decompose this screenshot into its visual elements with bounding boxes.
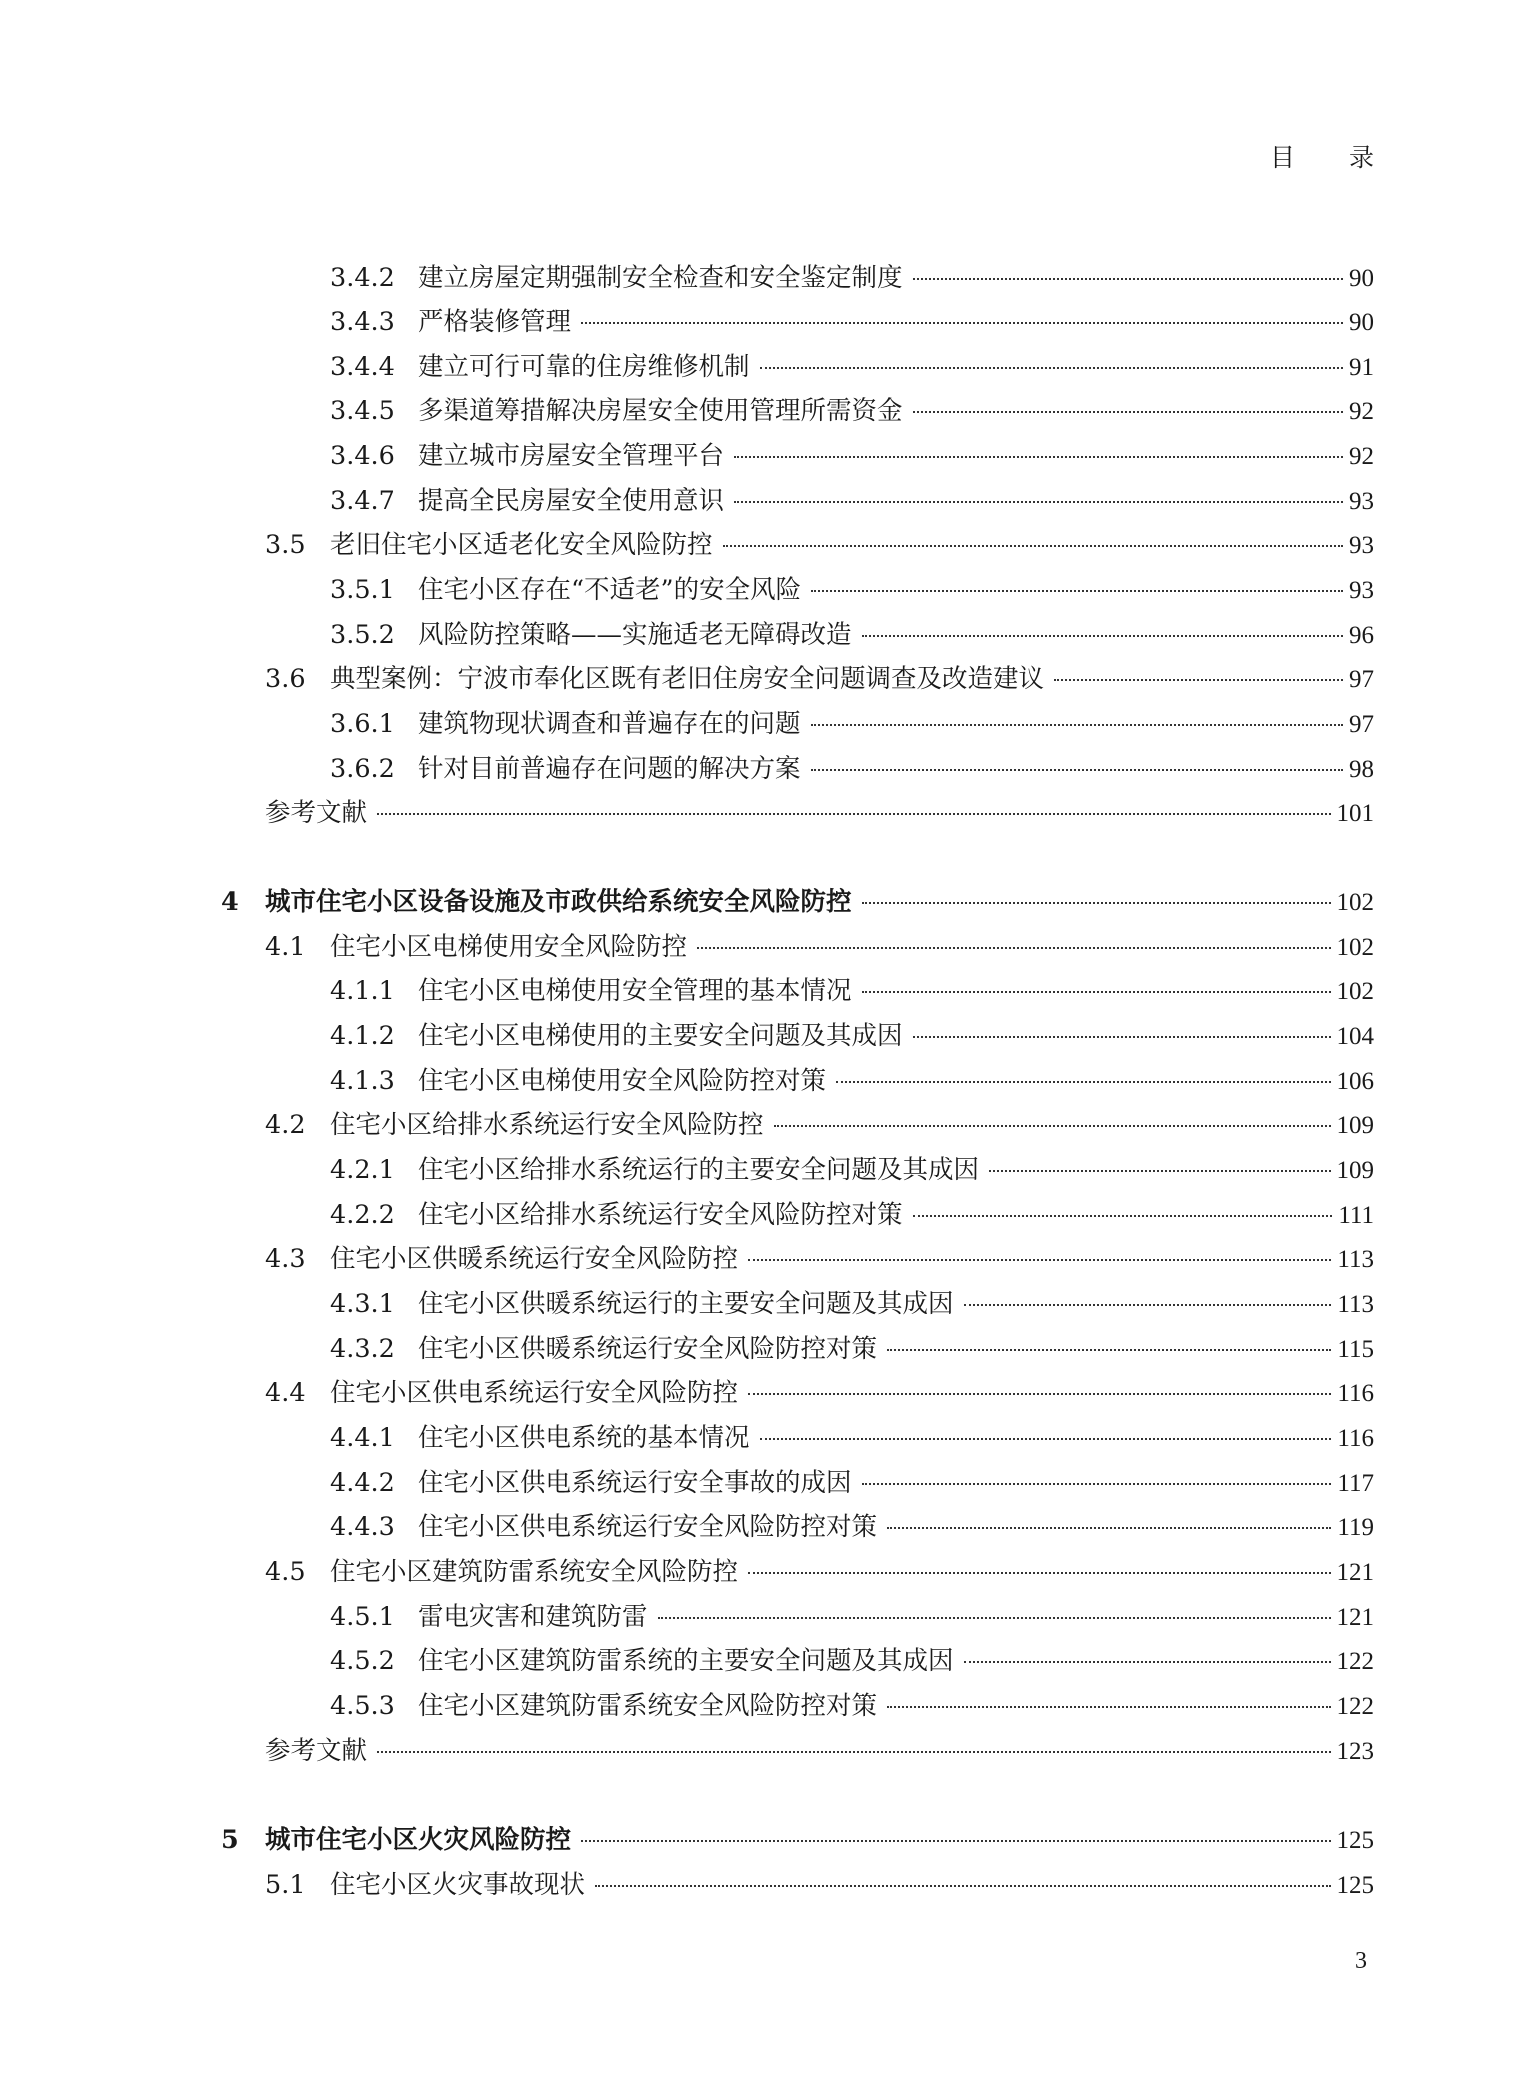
toc-section-entry[interactable]: [265, 1733, 1374, 1769]
toc-entry-title: 住宅小区给排水系统运行的主要安全问题及其成因: [418, 1155, 980, 1185]
toc-entry-page: 119: [1337, 1514, 1374, 1541]
toc-entry-page: 91: [1349, 354, 1374, 381]
dot-leader: [658, 1617, 1331, 1619]
dot-leader: [811, 724, 1343, 726]
toc-entry-page: 92: [1349, 443, 1374, 470]
toc-entry-title: 风险防控策略——实施适老无障碍改造: [418, 620, 852, 650]
toc-entry-number: 3.4.3: [330, 307, 395, 337]
dot-leader: [697, 947, 1330, 949]
toc-entry-number: 3.4.6: [330, 441, 395, 471]
toc-entry-title: 城市住宅小区设备设施及市政供给系统安全风险防控: [265, 887, 852, 917]
toc-subsection-entry[interactable]: [330, 349, 1374, 385]
toc-entry-page: 90: [1349, 265, 1374, 292]
toc-section-entry[interactable]: [265, 929, 1374, 965]
toc-entry-page: 102: [1336, 889, 1374, 916]
toc-entry-page: 125: [1336, 1827, 1374, 1854]
toc-entry-page: 97: [1349, 666, 1374, 693]
dot-leader: [774, 1125, 1331, 1127]
toc-entry-title: 建筑物现状调查和普遍存在的问题: [418, 709, 801, 739]
toc-entry-title: 提高全民房屋安全使用意识: [418, 486, 725, 516]
dot-leader: [913, 411, 1343, 413]
toc-entry-title: 针对目前普遍存在问题的解决方案: [418, 754, 801, 784]
dot-leader: [887, 1706, 1330, 1708]
toc-chapter-entry[interactable]: [221, 884, 1374, 920]
toc-subsection-entry[interactable]: [330, 1465, 1374, 1501]
toc-section-entry[interactable]: [265, 527, 1374, 563]
toc-entry-title: 城市住宅小区火灾风险防控: [265, 1825, 572, 1855]
toc-subsection-entry[interactable]: [330, 483, 1374, 519]
dot-leader: [862, 635, 1343, 637]
toc-entry-title: 住宅小区建筑防雷系统安全风险防控: [330, 1557, 739, 1587]
dot-leader: [734, 456, 1343, 458]
toc-subsection-entry[interactable]: [330, 1599, 1374, 1635]
toc-subsection-entry[interactable]: [330, 438, 1374, 474]
toc-subsection-entry[interactable]: [330, 1688, 1374, 1724]
toc-entry-title: 住宅小区电梯使用的主要安全问题及其成因: [418, 1021, 903, 1051]
toc-subsection-entry[interactable]: [330, 1509, 1374, 1545]
toc-entry-page: 109: [1336, 1112, 1374, 1139]
toc-entry-page: 116: [1337, 1380, 1374, 1407]
toc-entry-page: 113: [1337, 1291, 1374, 1318]
toc-entry-title: 住宅小区建筑防雷系统的主要安全问题及其成因: [418, 1646, 954, 1676]
toc-entry-number: 4.4.1: [330, 1423, 395, 1453]
toc-entry-number: 3.4.4: [330, 352, 395, 382]
dot-leader: [734, 501, 1343, 503]
toc-subsection-entry[interactable]: [330, 304, 1374, 340]
toc-entry-title: 住宅小区供暖系统运行安全风险防控: [330, 1244, 739, 1274]
toc-entry-page: 109: [1336, 1157, 1374, 1184]
toc-entry-number: 4.4: [265, 1378, 306, 1408]
dot-leader: [760, 1438, 1332, 1440]
toc-entry-number: 4.2: [265, 1110, 306, 1140]
toc-entry-title: 住宅小区给排水系统运行安全风险防控: [330, 1110, 764, 1140]
toc-subsection-entry[interactable]: [330, 1063, 1374, 1099]
toc-entry-title: 严格装修管理: [418, 307, 572, 337]
toc-subsection-entry[interactable]: [330, 1420, 1374, 1456]
toc-entry-title: 住宅小区电梯使用安全风险防控对策: [418, 1066, 827, 1096]
toc-entry-page: 113: [1337, 1246, 1374, 1273]
toc-entry-title: 雷电灾害和建筑防雷: [418, 1602, 648, 1632]
toc-entry-number: 3.4.7: [330, 486, 395, 516]
toc-entry-page: 123: [1336, 1738, 1374, 1765]
toc-entry-number: 3.4.2: [330, 263, 395, 293]
dot-leader: [760, 367, 1343, 369]
dot-leader: [862, 902, 1331, 904]
toc-entry-page: 104: [1336, 1023, 1374, 1050]
toc-entry-number: 3.5.2: [330, 620, 395, 650]
toc-entry-title: 住宅小区存在“不适老”的安全风险: [418, 575, 802, 605]
toc-entry-number: 3.6.1: [330, 709, 395, 739]
dot-leader: [887, 1527, 1331, 1529]
toc-entry-number: 4.1: [265, 932, 306, 962]
toc-subsection-entry[interactable]: [330, 572, 1374, 608]
dot-leader: [862, 1483, 1332, 1485]
dot-leader: [581, 322, 1343, 324]
toc-entry-page: 111: [1338, 1202, 1374, 1229]
toc-entry-number: 5.1: [265, 1870, 306, 1900]
toc-entry-number: 4.1.3: [330, 1066, 395, 1096]
toc-subsection-entry[interactable]: [330, 1152, 1374, 1188]
toc-subsection-entry[interactable]: [330, 1197, 1374, 1233]
toc-section-entry[interactable]: [265, 795, 1374, 831]
dot-leader: [913, 1215, 1333, 1217]
dot-leader: [377, 813, 1330, 815]
toc-subsection-entry[interactable]: [330, 393, 1374, 429]
toc-entry-title: 住宅小区给排水系统运行安全风险防控对策: [418, 1200, 903, 1230]
toc-entry-title: 住宅小区建筑防雷系统安全风险防控对策: [418, 1691, 878, 1721]
toc-subsection-entry[interactable]: [330, 1018, 1374, 1054]
toc-entry-page: 96: [1349, 622, 1374, 649]
toc-section-entry[interactable]: [265, 661, 1374, 697]
toc-entry-page: 102: [1336, 934, 1374, 961]
toc-entry-number: 3.5: [265, 530, 306, 560]
toc-entry-page: 122: [1336, 1693, 1374, 1720]
toc-entry-page: 102: [1336, 978, 1374, 1005]
toc-entry-number: 4.5.1: [330, 1602, 395, 1632]
toc-entry-page: 125: [1336, 1872, 1374, 1899]
toc-entry-title: 建立城市房屋安全管理平台: [418, 441, 725, 471]
dot-leader: [913, 278, 1343, 280]
toc-entry-number: 4.1.2: [330, 1021, 395, 1051]
dot-leader: [723, 545, 1343, 547]
toc-entry-page: 106: [1336, 1068, 1374, 1095]
toc-entry-page: 93: [1349, 532, 1374, 559]
toc-entry-page: 93: [1349, 488, 1374, 515]
toc-entry-page: 97: [1349, 711, 1374, 738]
dot-leader: [1054, 679, 1343, 681]
toc-entry-title: 建立房屋定期强制安全检查和安全鉴定制度: [418, 263, 903, 293]
header-right: 录: [1348, 143, 1374, 172]
toc-entry-page: 90: [1349, 309, 1374, 336]
toc-entry-title: 住宅小区供电系统的基本情况: [418, 1423, 750, 1453]
dot-leader: [748, 1572, 1330, 1574]
toc-entry-number: 4.4.3: [330, 1512, 395, 1542]
toc-entry-number: 3.4.5: [330, 396, 395, 426]
toc-entry-title: 住宅小区电梯使用安全风险防控: [330, 932, 688, 962]
toc-entry-number: 4.3.1: [330, 1289, 395, 1319]
dot-leader: [913, 1036, 1331, 1038]
dot-leader: [964, 1661, 1331, 1663]
toc-subsection-entry[interactable]: [330, 973, 1374, 1009]
toc-entry-title: 老旧住宅小区适老化安全风险防控: [330, 530, 713, 560]
toc-entry-page: 92: [1349, 398, 1374, 425]
toc-entry-title: 住宅小区供电系统运行安全风险防控对策: [418, 1512, 878, 1542]
toc-entry-title: 住宅小区供暖系统运行的主要安全问题及其成因: [418, 1289, 954, 1319]
toc-entry-number: 4.5.3: [330, 1691, 395, 1721]
toc-section-entry[interactable]: [265, 1375, 1374, 1411]
header-left: 目: [1270, 143, 1296, 172]
dot-leader: [748, 1259, 1331, 1261]
dot-leader: [989, 1170, 1330, 1172]
toc-entry-title: 建立可行可靠的住房维修机制: [418, 352, 750, 382]
dot-leader: [377, 1751, 1330, 1753]
toc-entry-number: 3.6: [265, 664, 306, 694]
toc-entry-title: 住宅小区供暖系统运行安全风险防控对策: [418, 1334, 878, 1364]
dot-leader: [581, 1840, 1330, 1842]
toc-subsection-entry[interactable]: [330, 617, 1374, 653]
toc-entry-title: 住宅小区火灾事故现状: [330, 1870, 586, 1900]
toc-entry-title: 参考文献: [265, 798, 368, 828]
toc-entry-page: 121: [1336, 1559, 1374, 1586]
toc-entry-number: 4.2.1: [330, 1155, 395, 1185]
toc-subsection-entry[interactable]: [330, 260, 1374, 296]
toc-entry-number: 4.3.2: [330, 1334, 395, 1364]
dot-leader: [964, 1304, 1332, 1306]
toc-entry-page: 98: [1349, 756, 1374, 783]
toc-entry-number: 3.5.1: [330, 575, 395, 605]
toc-entry-number: 4.1.1: [330, 976, 395, 1006]
toc-entry-page: 93: [1349, 577, 1374, 604]
toc-section-entry[interactable]: [265, 1241, 1374, 1277]
toc-entry-title: 典型案例：宁波市奉化区既有老旧住房安全问题调查及改造建议: [330, 664, 1045, 694]
toc-entry-page: 115: [1337, 1336, 1374, 1363]
dot-leader: [595, 1885, 1330, 1887]
toc-section-entry[interactable]: [265, 1867, 1374, 1903]
toc-entry-number: 3.6.2: [330, 754, 395, 784]
toc-entry-title: 住宅小区供电系统运行安全事故的成因: [418, 1468, 852, 1498]
toc-entry-page: 122: [1336, 1648, 1374, 1675]
dot-leader: [811, 769, 1343, 771]
toc-subsection-entry[interactable]: [330, 1643, 1374, 1679]
toc-chapter-entry[interactable]: [221, 1822, 1374, 1858]
toc-subsection-entry[interactable]: [330, 1331, 1374, 1367]
toc-section-entry[interactable]: [265, 1554, 1374, 1590]
dot-leader: [862, 991, 1331, 993]
toc-entry-number: 5: [221, 1825, 239, 1855]
toc-entry-title: 参考文献: [265, 1736, 368, 1766]
toc-entry-number: 4.5: [265, 1557, 306, 1587]
toc-entry-number: 4.3: [265, 1244, 306, 1274]
toc-subsection-entry[interactable]: [330, 1286, 1374, 1322]
toc-entry-number: 4.4.2: [330, 1468, 395, 1498]
toc-subsection-entry[interactable]: [330, 706, 1374, 742]
toc-entry-title: 住宅小区电梯使用安全管理的基本情况: [418, 976, 852, 1006]
toc-entry-page: 101: [1336, 800, 1374, 827]
toc-entry-title: 住宅小区供电系统运行安全风险防控: [330, 1378, 739, 1408]
toc-entry-page: 117: [1337, 1470, 1374, 1497]
dot-leader: [748, 1393, 1331, 1395]
toc-entry-number: 4.5.2: [330, 1646, 395, 1676]
toc-entry-number: 4.2.2: [330, 1200, 395, 1230]
toc-entry-number: 4: [221, 887, 239, 917]
dot-leader: [811, 590, 1343, 592]
page-number: 3: [1355, 1948, 1367, 1974]
toc-entry-page: 116: [1337, 1425, 1374, 1452]
toc-subsection-entry[interactable]: [330, 751, 1374, 787]
toc-entry-page: 121: [1336, 1604, 1374, 1631]
dot-leader: [836, 1081, 1330, 1083]
toc-section-entry[interactable]: [265, 1107, 1374, 1143]
dot-leader: [887, 1349, 1331, 1351]
toc-entry-title: 多渠道筹措解决房屋安全使用管理所需资金: [418, 396, 903, 426]
